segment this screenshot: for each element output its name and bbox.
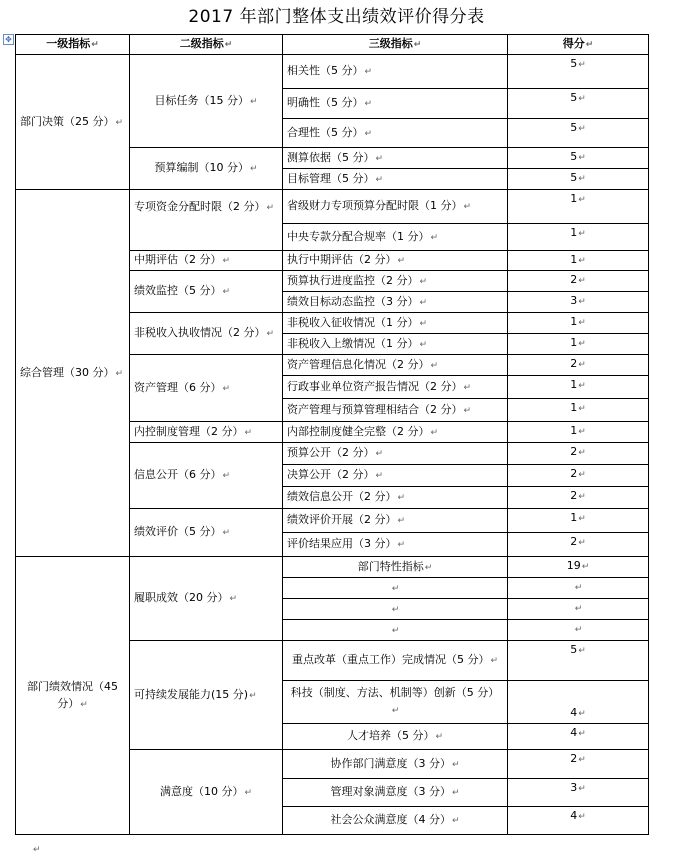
score-cell: 5↵	[508, 55, 649, 89]
move-anchor-icon[interactable]: ✥	[3, 34, 14, 45]
level3-cell: 非税收入上缴情况（1 分）↵	[283, 334, 508, 355]
level2-cell: 中期评估（2 分）↵	[130, 251, 283, 271]
header-level1: 一级指标↵	[16, 35, 130, 55]
level2-cell: 信息公开（6 分）↵	[130, 443, 283, 509]
level3-cell: 部门特性指标↵	[283, 557, 508, 578]
level1-cell: 部门决策（25 分）↵	[16, 55, 130, 190]
score-cell: 4↵	[508, 681, 649, 724]
score-cell: 1↵	[508, 251, 649, 271]
level2-cell: 绩效评价（5 分）↵	[130, 509, 283, 557]
score-cell: 4↵	[508, 724, 649, 750]
level3-cell: 预算公开（2 分）↵	[283, 443, 508, 465]
score-cell: 1↵	[508, 422, 649, 443]
table-row	[16, 557, 649, 578]
level3-cell: 预算执行进度监控（2 分）↵	[283, 271, 508, 292]
header-level2: 二级指标↵	[130, 35, 283, 55]
level2-cell: 资产管理（6 分）↵	[130, 355, 283, 422]
score-cell: 2↵	[508, 533, 649, 557]
score-cell: 1↵	[508, 509, 649, 533]
level3-cell: 绩效信息公开（2 分）↵	[283, 487, 508, 509]
score-cell: 1↵	[508, 376, 649, 399]
level3-cell: 合理性（5 分）↵	[283, 119, 508, 148]
level3-cell: 省级财力专项预算分配时限（1 分）↵	[283, 190, 508, 224]
score-cell: 3↵	[508, 779, 649, 807]
page-title: 2017 年部门整体支出绩效评价得分表	[188, 7, 485, 27]
score-cell: 5↵	[508, 148, 649, 169]
level3-cell: 执行中期评估（2 分）↵	[283, 251, 508, 271]
score-cell: 19↵	[508, 557, 649, 578]
score-cell: ↵	[508, 599, 649, 620]
score-cell: 3↵	[508, 292, 649, 313]
table-row	[16, 55, 649, 89]
score-cell: 2↵	[508, 465, 649, 487]
level2-cell: 预算编制（10 分）↵	[130, 148, 283, 190]
level3-cell: 绩效目标动态监控（3 分）↵	[283, 292, 508, 313]
score-cell: 2↵	[508, 355, 649, 376]
level2-cell: 目标任务（15 分）↵	[130, 55, 283, 148]
level2-cell: 履职成效（20 分）↵	[130, 557, 283, 641]
level3-cell: 人才培养（5 分）↵	[283, 724, 508, 750]
level3-cell: 行政事业单位资产报告情况（2 分）↵	[283, 376, 508, 399]
score-cell: 5↵	[508, 89, 649, 119]
score-cell: 5↵	[508, 641, 649, 681]
level2-cell: 可持续发展能力(15 分)↵	[130, 641, 283, 750]
level3-cell: 资产管理与预算管理相结合（2 分）↵	[283, 399, 508, 422]
level3-cell: 明确性（5 分）↵	[283, 89, 508, 119]
level2-cell: 满意度（10 分）↵	[130, 750, 283, 835]
score-cell: 1↵	[508, 399, 649, 422]
header-score: 得分↵	[508, 35, 649, 55]
level3-cell: 资产管理信息化情况（2 分）↵	[283, 355, 508, 376]
level3-cell: 中央专款分配合规率（1 分）↵	[283, 224, 508, 251]
level2-cell: 非税收入执收情况（2 分）↵	[130, 313, 283, 355]
score-cell: ↵	[508, 578, 649, 599]
level1-cell: 综合管理（30 分）↵	[16, 190, 130, 557]
score-cell: 2↵	[508, 750, 649, 779]
level3-cell: 社会公众满意度（4 分）↵	[283, 807, 508, 835]
table-header-row	[16, 35, 649, 55]
level3-cell: 目标管理（5 分）↵	[283, 169, 508, 190]
score-cell: 5↵	[508, 119, 649, 148]
level3-cell: 绩效评价开展（2 分）↵	[283, 509, 508, 533]
level2-cell: 内控制度管理（2 分）↵	[130, 422, 283, 443]
level3-cell: 科技（制度、方法、机制等）创新（5 分）↵	[283, 681, 508, 724]
score-cell: 1↵	[508, 190, 649, 224]
score-cell: 2↵	[508, 487, 649, 509]
score-cell: ↵	[508, 620, 649, 641]
level3-cell: 评价结果应用（3 分）↵	[283, 533, 508, 557]
table-row	[16, 190, 649, 224]
score-cell: 5↵	[508, 169, 649, 190]
level3-cell: 测算依据（5 分）↵	[283, 148, 508, 169]
level3-cell: 重点改革（重点工作）完成情况（5 分）↵	[283, 641, 508, 681]
level3-cell: 管理对象满意度（3 分）↵	[283, 779, 508, 807]
score-cell: 4↵	[508, 807, 649, 835]
score-cell: 1↵	[508, 313, 649, 334]
header-level3: 三级指标↵	[283, 35, 508, 55]
score-cell: 2↵	[508, 443, 649, 465]
score-cell: 2↵	[508, 271, 649, 292]
level3-cell: ↵	[283, 599, 508, 620]
level3-cell: 协作部门满意度（3 分）↵	[283, 750, 508, 779]
level3-cell: 决算公开（2 分）↵	[283, 465, 508, 487]
level3-cell: 内部控制度健全完整（2 分）↵	[283, 422, 508, 443]
level3-cell: 非税收入征收情况（1 分）↵	[283, 313, 508, 334]
level2-cell: 专项资金分配时限（2 分）↵	[130, 190, 283, 251]
paragraph-mark: ↵	[33, 845, 41, 855]
level3-cell: 相关性（5 分）↵	[283, 55, 508, 89]
score-cell: 1↵	[508, 224, 649, 251]
score-cell: 1↵	[508, 334, 649, 355]
level3-cell: ↵	[283, 620, 508, 641]
score-table	[15, 34, 649, 835]
level3-cell: ↵	[283, 578, 508, 599]
level2-cell: 绩效监控（5 分）↵	[130, 271, 283, 313]
level1-cell: 部门绩效情况（45 分）↵	[16, 557, 130, 835]
